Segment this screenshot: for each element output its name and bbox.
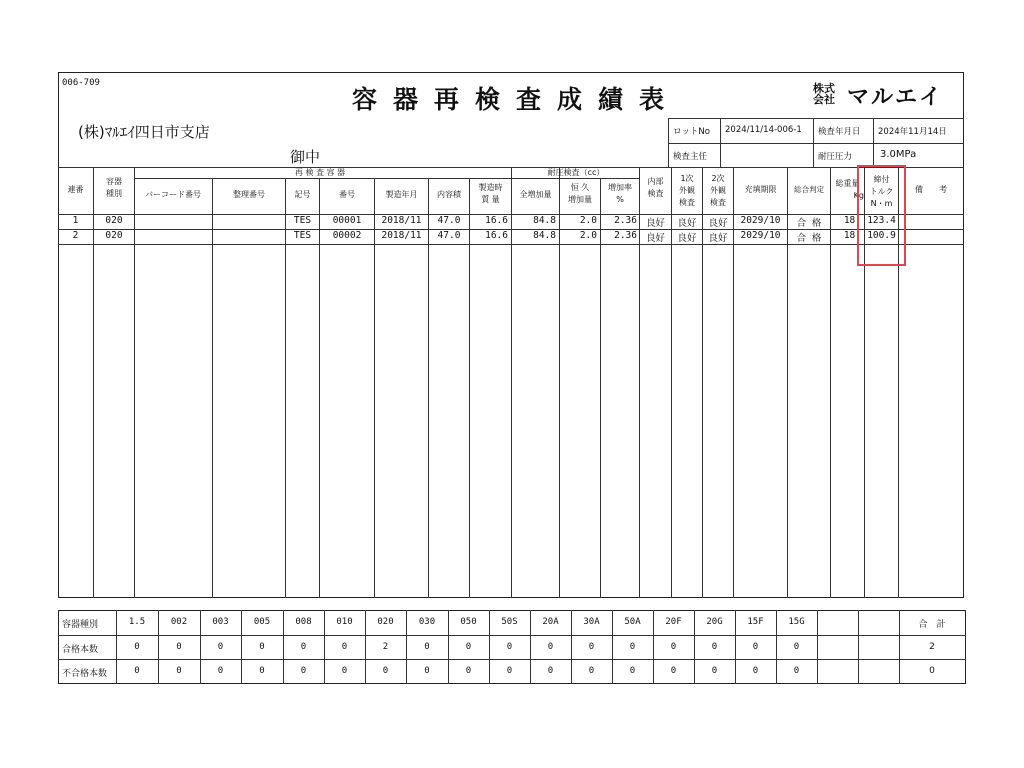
header-perm-line1: 恒 久	[570, 183, 590, 192]
row-1-volume: 47.0	[437, 215, 461, 226]
lot-label: ロットNo	[673, 127, 710, 137]
summary-row-label: 合格本数	[62, 644, 99, 655]
table-column-divider	[428, 178, 429, 598]
company-prefix-top: 株式	[813, 82, 835, 95]
table-column-divider	[511, 178, 512, 598]
header-ext1-line3: 検査	[679, 198, 695, 207]
summary-type-cell: 030	[418, 617, 436, 627]
header-type-line2: 種別	[106, 189, 122, 198]
row-2-number: 00002	[332, 230, 362, 241]
row-1-number: 00001	[332, 215, 362, 226]
group-divider	[134, 167, 135, 178]
table-column-divider	[374, 178, 375, 598]
inspection-date-label: 検査年月日	[818, 127, 861, 137]
row-2-perm: 2.0	[579, 230, 597, 241]
summary-failed-cell: 0	[465, 666, 472, 677]
header-internal-inspection	[640, 176, 671, 200]
summary-failed-cell: 0	[506, 666, 513, 677]
summary-column-divider	[817, 610, 818, 684]
row-1-overall: 合 格	[796, 218, 822, 229]
summary-passed-cell: 0	[588, 641, 595, 652]
addressee: (株)ﾏﾙｴｲ四日市支店	[78, 123, 210, 141]
row-2-mfg-date: 2018/11	[381, 230, 422, 241]
header-ext1-line2: 外観	[679, 186, 695, 195]
header-number: 番号	[339, 190, 355, 199]
summary-type-cell: 1.5	[128, 617, 146, 627]
summary-failed-cell: 0	[752, 666, 759, 677]
row-2-overall: 合 格	[796, 233, 822, 244]
summary-type-cell: 020	[377, 617, 394, 627]
row-1-mass: 16.6	[485, 215, 508, 226]
summary-type-cell: 50S	[501, 617, 518, 627]
header-internal-line1: 内部	[647, 177, 664, 186]
info-box-top	[668, 118, 964, 119]
summary-passed-cell: 0	[506, 641, 513, 652]
header-torque-line2: トルク	[869, 187, 894, 196]
table-column-divider	[134, 167, 135, 598]
row-2-gross: 18.	[843, 230, 861, 241]
header-gross-line1: 総重量	[835, 179, 860, 188]
summary-row-label: 容器種別	[62, 620, 99, 630]
summary-type-cell: 20F	[665, 617, 682, 627]
summary-passed-cell: 0	[547, 641, 554, 652]
summary-passed-cell: 0	[424, 641, 430, 652]
row-2-ext2: 良好	[708, 233, 728, 244]
header-rate-line1: 増加率	[608, 183, 632, 192]
summary-type-cell: 15G	[788, 617, 805, 627]
summary-failed-cell: 0	[424, 666, 430, 677]
summary-failed-cell: 0	[259, 666, 265, 677]
summary-column-divider	[858, 610, 859, 684]
summary-passed-cell: 0	[752, 641, 759, 652]
header-remarks: 備 考	[915, 185, 947, 194]
company-logo	[813, 83, 835, 105]
summary-passed-cell: 0	[300, 641, 307, 652]
row-2-limit: 2029/10	[740, 230, 781, 241]
row-1-rate: 2.36	[614, 215, 637, 226]
pressure-value: 3.0MPa	[880, 149, 917, 160]
header-seq: 連番	[67, 185, 84, 194]
summary-type-cell: 050	[460, 617, 477, 627]
summary-passed-cell: 0	[670, 641, 677, 652]
header-manufacture-mass	[470, 182, 511, 206]
header-torque-line1: 締付	[873, 175, 890, 184]
header-permanent-expansion	[560, 182, 600, 206]
row-2-mass: 16.6	[485, 230, 508, 241]
summary-passed-cell: 0	[217, 641, 224, 652]
row-1-internal: 良好	[645, 218, 665, 229]
summary-failed-cell: 0	[547, 666, 554, 677]
row-1-mfg-date: 2018/11	[381, 215, 422, 226]
company-prefix-bottom: 会社	[813, 93, 835, 106]
row-2-ext1: 良好	[677, 233, 697, 244]
header-total-expansion: 全増加量	[519, 190, 552, 199]
summary-passed-cell: 0	[176, 641, 182, 652]
summary-failed-cell: 0	[176, 666, 182, 677]
table-column-divider	[285, 178, 286, 598]
row-1-symbol: TES	[293, 215, 312, 226]
header-torque-line3: N・m	[870, 199, 893, 208]
row-2-internal: 良好	[645, 233, 665, 244]
summary-passed-cell: 0	[259, 641, 265, 652]
header-first-visual	[672, 173, 702, 209]
info-box-left	[668, 118, 669, 167]
row-2-volume: 47.0	[437, 230, 461, 241]
header-fill-limit: 充填期限	[744, 185, 777, 194]
document-title: 容器再検査成績表	[352, 85, 681, 114]
header-volume: 内容積	[437, 190, 461, 199]
header-ext2-line2: 外観	[710, 186, 726, 195]
summary-type-cell: 005	[253, 617, 271, 627]
row-1-ext2: 良好	[708, 218, 728, 229]
summary-passed-cell: 0	[793, 641, 800, 652]
group-reinspection-header: 再 検 査 容 器	[294, 168, 346, 177]
summary-failed-cell: 0	[588, 666, 595, 677]
chief-label: 検査主任	[673, 152, 708, 162]
torque-highlight-box	[857, 165, 906, 266]
header-management-number: 整理番号	[233, 190, 265, 199]
header-barcode: バーコード番号	[145, 190, 201, 199]
header-type-line1: 容器	[106, 177, 122, 186]
summary-failed-cell: 0	[629, 666, 636, 677]
header-symbol: 記号	[294, 190, 311, 199]
honorific: 御中	[290, 148, 321, 166]
row-2-seq: 2	[72, 230, 79, 241]
summary-failed-cell: 0	[382, 666, 389, 677]
summary-type-cell: 50A	[624, 617, 641, 627]
row-2-type: 020	[105, 230, 123, 241]
row-1-ext1: 良好	[677, 218, 697, 229]
row-2-torque: 100.9	[867, 230, 896, 241]
group-pressure-header: 耐圧検査（cc）	[547, 168, 605, 177]
row-2-total: 84.8	[533, 230, 556, 241]
header-perm-line2: 増加量	[568, 195, 592, 204]
header-ext2-line3: 検査	[710, 198, 726, 207]
summary-passed-cell: 0	[134, 641, 140, 652]
info-divider-1	[720, 118, 721, 167]
summary-passed-cell: 2	[382, 641, 389, 652]
summary-failed-cell: 0	[341, 666, 348, 677]
header-mass-line1: 製造時	[478, 183, 503, 192]
row-1-seq: 1	[72, 215, 79, 226]
header-type	[94, 176, 134, 200]
summary-total-passed: 2	[929, 641, 935, 652]
table-column-divider	[319, 178, 320, 598]
info-box-mid	[668, 143, 964, 144]
summary-type-cell: 20G	[706, 617, 723, 627]
summary-passed-cell: 0	[341, 641, 348, 652]
summary-type-cell: 30A	[583, 617, 600, 627]
header-internal-line2: 検査	[647, 189, 664, 198]
summary-row-line	[58, 659, 966, 660]
summary-row-line	[58, 635, 966, 636]
row-1-gross: 18.	[843, 215, 861, 226]
company-name: マルエイ	[847, 85, 944, 110]
info-divider-3	[873, 118, 874, 167]
summary-failed-cell: 0	[134, 666, 140, 677]
summary-failed-cell: 0	[217, 666, 224, 677]
summary-type-cell: 008	[295, 617, 312, 627]
summary-total-failed: 0	[929, 666, 935, 677]
header-ext1-line1: 1次	[680, 174, 694, 183]
header-rate-line2: %	[616, 195, 624, 204]
table-column-divider	[212, 178, 213, 598]
summary-passed-cell: 0	[629, 641, 636, 652]
header-ext2-line1: 2次	[711, 174, 725, 183]
inspection-date-value: 2024年11月14日	[878, 127, 947, 137]
row-1-torque: 123.4	[867, 215, 896, 226]
row-2-rate: 2.36	[614, 230, 637, 241]
document-code: 006-709	[62, 78, 100, 88]
summary-failed-cell: 0	[300, 666, 307, 677]
table-column-divider	[600, 178, 601, 598]
header-overall-judgement: 総合判定	[794, 185, 824, 194]
row-2-symbol: TES	[293, 230, 312, 241]
summary-failed-cell: 0	[793, 666, 800, 677]
header-second-visual	[703, 173, 733, 209]
row-1-perm: 2.0	[579, 215, 597, 226]
header-manufacture-date: 製造年月	[385, 190, 418, 199]
header-mass-line2: 質 量	[481, 195, 500, 204]
summary-failed-cell: 0	[670, 666, 677, 677]
lot-value: 2024/11/14-006-1	[725, 125, 802, 135]
summary-failed-cell: 0	[711, 666, 718, 677]
summary-type-cell: 15F	[747, 617, 764, 627]
summary-row-label: 不合格本数	[62, 669, 108, 680]
header-expansion-rate	[601, 182, 639, 206]
info-divider-2	[813, 118, 814, 167]
summary-type-cell: 010	[336, 617, 353, 627]
summary-passed-cell: 0	[465, 641, 472, 652]
pressure-label: 耐圧圧力	[818, 152, 853, 162]
summary-type-cell: 002	[170, 617, 188, 627]
summary-total-label: 合 計	[918, 620, 946, 630]
header-gross-line2: Kg	[853, 191, 864, 200]
table-column-divider	[469, 178, 470, 598]
row-1-limit: 2029/10	[740, 215, 781, 226]
summary-passed-cell: 0	[711, 641, 718, 652]
summary-type-cell: 003	[212, 617, 229, 627]
row-1-type: 020	[105, 215, 123, 226]
summary-type-cell: 20A	[542, 617, 559, 627]
row-1-total: 84.8	[533, 215, 556, 226]
